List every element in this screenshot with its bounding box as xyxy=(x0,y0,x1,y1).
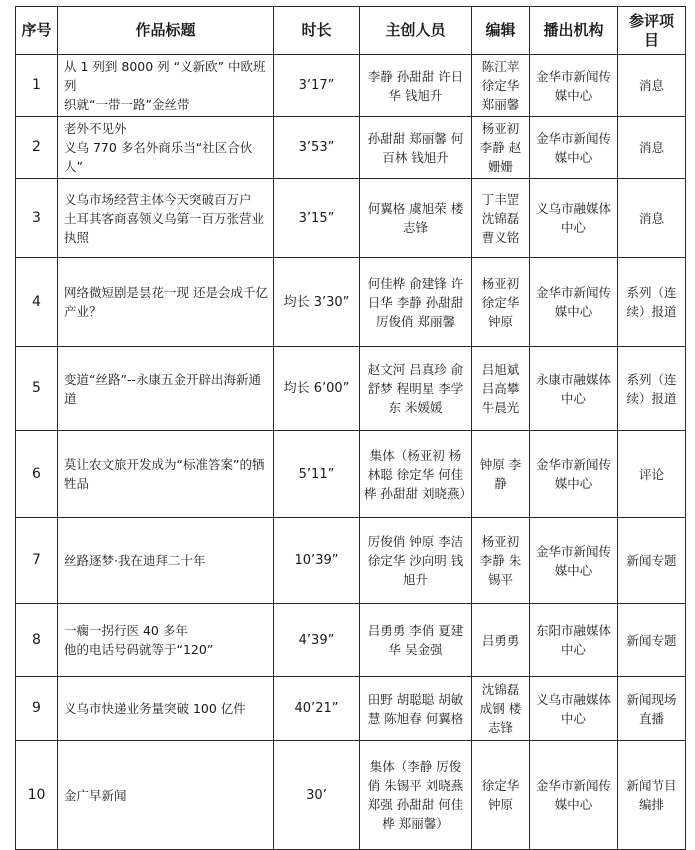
cell-index: 2 xyxy=(16,117,58,179)
cell-category: 评论 xyxy=(618,431,686,518)
cell-creators: 赵文河 吕真珍 俞舒梦 程明星 李学东 米媛媛 xyxy=(360,347,472,431)
cell-creators: 厉俊俏 钟原 李洁 徐定华 沙向明 钱旭升 xyxy=(360,518,472,604)
table-row xyxy=(16,677,686,741)
title-line: 变道“丝路”--永康五金开辟出海新通道 xyxy=(64,371,261,406)
cell-duration: 30’ xyxy=(274,741,360,850)
cell-org: 金华市新闻传媒中心 xyxy=(530,117,618,179)
table-row xyxy=(16,604,686,677)
cell-category: 消息 xyxy=(618,179,686,258)
cell-index: 1 xyxy=(16,55,58,117)
cell-title xyxy=(58,117,274,179)
cell-editor: 吕旭斌 吕高攀 牛晨光 xyxy=(472,347,530,431)
cell-index: 7 xyxy=(16,518,58,604)
header-creators: 主创人员 xyxy=(360,7,472,55)
cell-duration: 3’17” xyxy=(274,55,360,117)
header-category: 参评项目 xyxy=(618,7,686,55)
cell-category: 新闻节目编排 xyxy=(618,741,686,850)
cell-org: 金华市新闻传媒中心 xyxy=(530,518,618,604)
header-row xyxy=(16,7,686,55)
cell-title xyxy=(58,55,274,117)
cell-creators: 集体（杨亚初 杨林聪 徐定华 何佳桦 孙甜甜 刘晓燕） xyxy=(360,431,472,518)
header-index: 序号 xyxy=(16,7,58,55)
cell-org: 金华市新闻传媒中心 xyxy=(530,741,618,850)
header-org: 播出机构 xyxy=(530,7,618,55)
cell-index: 5 xyxy=(16,347,58,431)
cell-title xyxy=(58,347,274,431)
title-line: 金广早新闻 xyxy=(64,787,127,803)
cell-title xyxy=(58,741,274,850)
cell-org: 金华市新闻传媒中心 xyxy=(530,55,618,117)
cell-category: 系列（连续）报道 xyxy=(618,258,686,347)
table-row xyxy=(16,518,686,604)
cell-title xyxy=(58,604,274,677)
cell-creators: 孙甜甜 郑丽馨 何百林 钱旭升 xyxy=(360,117,472,179)
cell-creators: 李静 孙甜甜 许日华 钱旭升 xyxy=(360,55,472,117)
cell-creators: 何佳桦 俞建锋 许日华 李静 孙甜甜 厉俊俏 郑丽馨 xyxy=(360,258,472,347)
title-line: 丝路逐梦·我在迪拜二十年 xyxy=(64,553,206,568)
cell-category: 消息 xyxy=(618,55,686,117)
title-line: 网络微短剧是昙花一现 还是会成千亿产业？ xyxy=(64,285,268,319)
title-line: 义乌 770 多名外商乐当“社区合伙人” xyxy=(64,140,253,174)
title-line: 从 1 列到 8000 列 “义新欧” 中欧班列 xyxy=(64,59,266,93)
cell-editor: 杨亚初 徐定华 钟原 xyxy=(472,258,530,347)
cell-org: 义乌市融媒体中心 xyxy=(530,179,618,258)
cell-editor: 丁丰罡 沈锦磊 曹义铭 xyxy=(472,179,530,258)
title-line: 织就“一带一路”金丝带 xyxy=(64,97,190,112)
title-line: 他的电话号码就等于“120” xyxy=(64,642,214,657)
cell-category: 消息 xyxy=(618,117,686,179)
cell-editor: 钟原 李静 xyxy=(472,431,530,518)
cell-editor: 杨亚初 李静 朱锡平 xyxy=(472,518,530,604)
cell-editor: 杨亚初 李静 赵姗姗 xyxy=(472,117,530,179)
cell-org: 东阳市融媒体中心 xyxy=(530,604,618,677)
table-row xyxy=(16,431,686,518)
cell-duration: 均长 6’00” xyxy=(274,347,360,431)
header-title: 作品标题 xyxy=(58,7,274,55)
cell-creators: 吕勇勇 李俏 夏建华 吴金强 xyxy=(360,604,472,677)
cell-editor: 陈江苹 徐定华 郑丽馨 xyxy=(472,55,530,117)
title-line: 老外不见外 xyxy=(64,121,127,136)
cell-duration: 5’11” xyxy=(274,431,360,518)
cell-category: 新闻专题 xyxy=(618,518,686,604)
table-row xyxy=(16,117,686,179)
table-row xyxy=(16,179,686,258)
cell-index: 9 xyxy=(16,677,58,741)
header-duration: 时长 xyxy=(274,7,360,55)
cell-index: 3 xyxy=(16,179,58,258)
cell-org: 金华市新闻传媒中心 xyxy=(530,258,618,347)
cell-index: 4 xyxy=(16,258,58,347)
cell-category: 系列（连续）报道 xyxy=(618,347,686,431)
cell-editor: 沈锦磊 成钢 楼志锋 xyxy=(472,677,530,741)
cell-category: 新闻专题 xyxy=(618,604,686,677)
cell-title xyxy=(58,258,274,347)
cell-org: 永康市融媒体中心 xyxy=(530,347,618,431)
cell-duration: 10’39” xyxy=(274,518,360,604)
table-row xyxy=(16,347,686,431)
cell-index: 10 xyxy=(16,741,58,850)
cell-creators: 何翼格 虞旭荣 楼志锋 xyxy=(360,179,472,258)
cell-title xyxy=(58,518,274,604)
header-editor: 编辑 xyxy=(472,7,530,55)
cell-org: 义乌市融媒体中心 xyxy=(530,677,618,741)
table-row xyxy=(16,741,686,850)
title-line: 一瘸一拐行医 40 多年 xyxy=(64,623,188,638)
cell-index: 6 xyxy=(16,431,58,518)
title-line: 义乌市场经营主体今天突破百万户 xyxy=(64,191,252,207)
table-row xyxy=(16,258,686,347)
cell-title xyxy=(58,677,274,741)
cell-org: 金华市新闻传媒中心 xyxy=(530,431,618,518)
cell-title xyxy=(58,179,274,258)
cell-duration: 3’15” xyxy=(274,179,360,258)
cell-duration: 3’53” xyxy=(274,117,360,179)
works-table xyxy=(15,6,686,850)
title-line: 土耳其客商喜领义乌第一百万张营业执照 xyxy=(64,210,265,245)
cell-duration: 4’39” xyxy=(274,604,360,677)
cell-creators: 田野 胡聪聪 胡敏慧 陈旭春 何翼格 xyxy=(360,677,472,741)
cell-duration: 均长 3’30” xyxy=(274,258,360,347)
cell-index: 8 xyxy=(16,604,58,677)
title-line: 义乌市快递业务量突破 100 亿件 xyxy=(64,701,246,716)
cell-editor: 吕勇勇 xyxy=(472,604,530,677)
cell-editor: 徐定华 钟原 xyxy=(472,741,530,850)
title-line: 莫让农文旅开发成为“标准答案”的牺牲品 xyxy=(64,457,265,491)
table-body xyxy=(16,55,686,850)
table-row xyxy=(16,55,686,117)
cell-creators: 集体（李静 厉俊俏 朱锡平 刘晓燕 郑强 孙甜甜 何佳桦 郑丽馨） xyxy=(360,741,472,850)
cell-category: 新闻现场直播 xyxy=(618,677,686,741)
cell-duration: 40’21” xyxy=(274,677,360,741)
cell-title xyxy=(58,431,274,518)
